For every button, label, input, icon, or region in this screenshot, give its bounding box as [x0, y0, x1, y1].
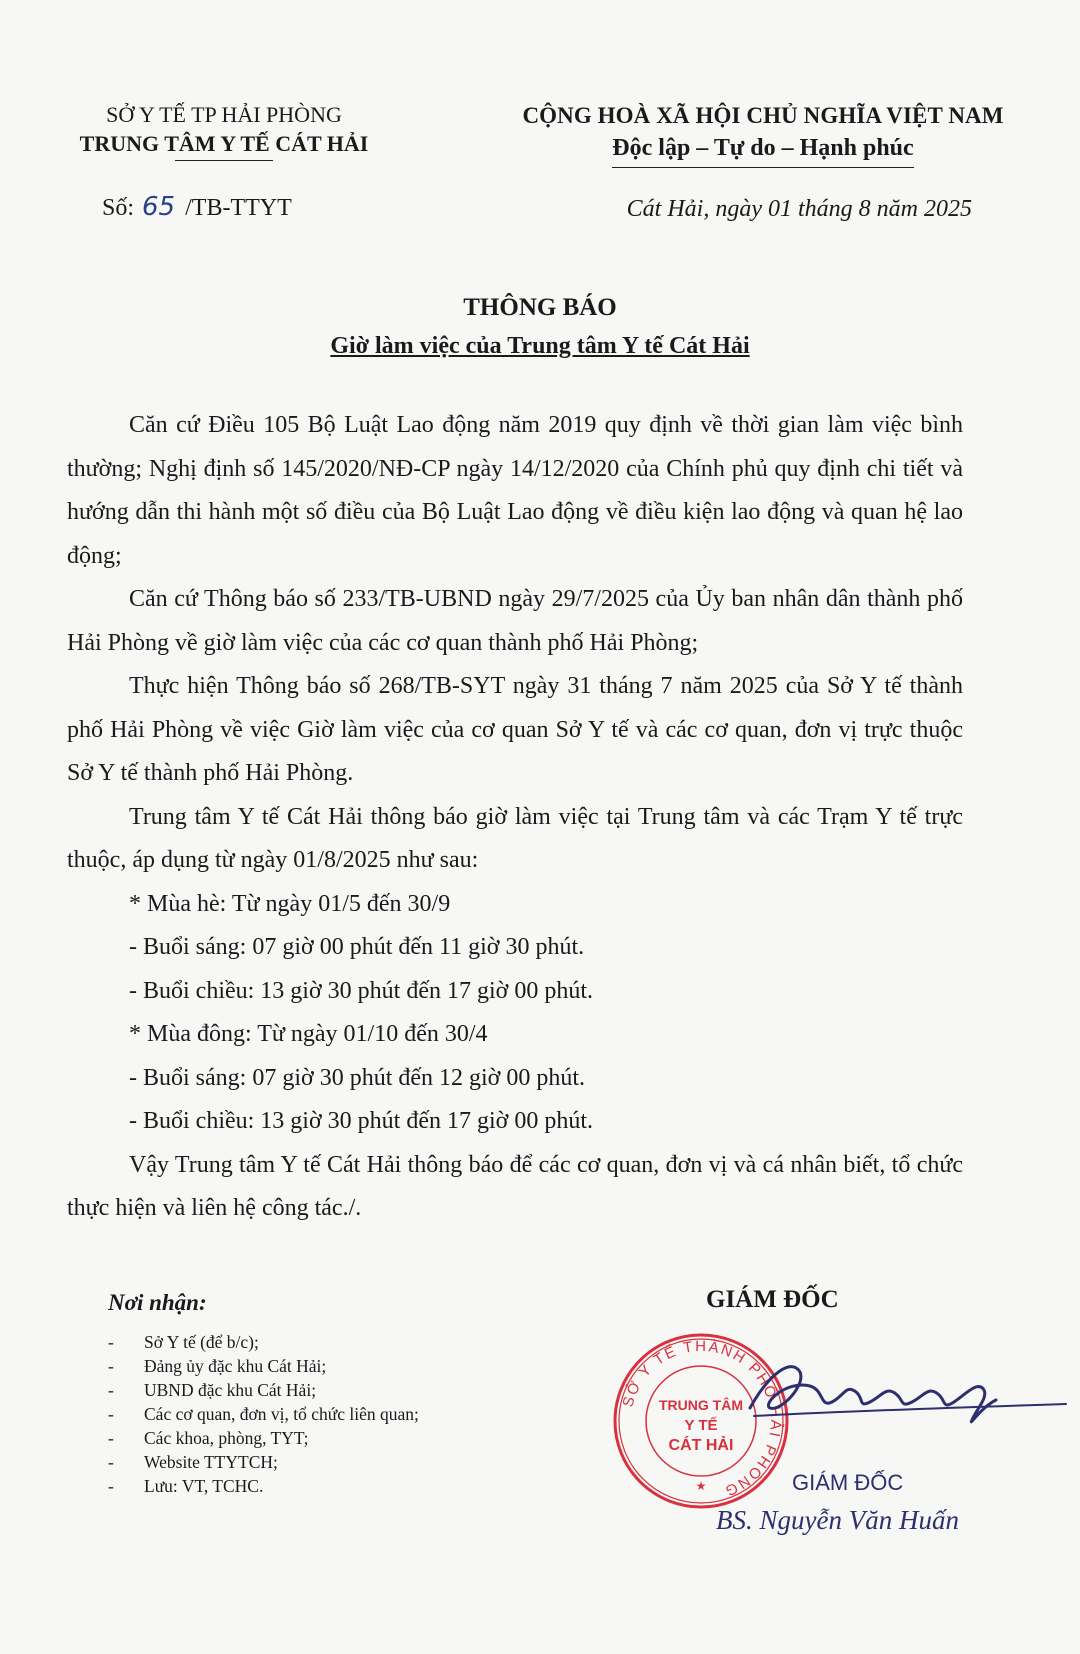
list-item: - Sở Y tế (để b/c); — [108, 1330, 568, 1354]
handwritten-signature-icon — [740, 1350, 1070, 1440]
summer-afternoon-hours: - Buổi chiều: 13 giờ 30 phút đến 17 giờ 00 phút. — [129, 977, 594, 1004]
header-divider — [175, 160, 273, 161]
document-number-prefix: Số: — [102, 195, 135, 221]
seal-center-line-2: Y TẾ — [684, 1417, 718, 1434]
document-number-suffix: /TB-TTYT — [185, 195, 292, 221]
list-item: - Website TTYTCH; — [108, 1450, 568, 1474]
document-title: THÔNG BÁO — [463, 294, 617, 321]
seal-center-line-1: TRUNG TÂM — [659, 1397, 743, 1413]
list-item: - Đảng ủy đặc khu Cát Hải; — [108, 1354, 568, 1378]
winter-afternoon-hours: - Buổi chiều: 13 giờ 30 phút đến 17 giờ 00 phút. — [129, 1108, 594, 1134]
country-name: CỘNG HOÀ XÃ HỘI CHỦ NGHĨA VIỆT NAM — [522, 103, 1004, 128]
paragraph-legal-basis-2: Căn cứ Thông báo số 233/TB-UBND ngày 29/7/2025 của Ủy ban nhân dân thành phố Hải Phòng về giờ làm việc của các cơ quan thành phố Hải Phòng; — [67, 586, 963, 656]
signer-name: BS. Nguyễn Văn Huấn — [716, 1505, 959, 1535]
recipients-list — [108, 1330, 568, 1498]
recipients-heading: Nơi nhận: — [108, 1290, 207, 1315]
document-body — [67, 404, 963, 1231]
summer-season: * Mùa hè: Từ ngày 01/5 đến 30/9 — [129, 890, 451, 917]
parent-agency: SỞ Y TẾ TP HẢI PHÒNG — [106, 102, 342, 127]
list-item: - Lưu: VT, TCHC. — [108, 1474, 568, 1498]
issuing-agency: TRUNG TÂM Y TẾ CÁT HẢI — [79, 131, 369, 156]
paragraph-legal-basis-1: Căn cứ Điều 105 Bộ Luật Lao động năm 2019 quy định về thời gian làm việc bình thường; Nghị định số 145/2020/NĐ-CP ngày 14/12/2020 của Chính phủ quy định chi tiết và hướng dẫn thi hành một số điều của Bộ Luật Lao động về điều kiện lao động và quan hệ lao động; — [67, 412, 963, 569]
list-item: - UBND đặc khu Cát Hải; — [108, 1378, 568, 1402]
motto: Độc lập – Tự do – Hạnh phúc — [612, 132, 913, 168]
seal-center-line-3: CÁT HẢI — [668, 1437, 734, 1454]
seal-ring-text: SỞ Y TẾ THÀNH PHỐ HẢI PHÒNG — [619, 1337, 785, 1500]
place-and-date: Cát Hải, ngày 01 tháng 8 năm 2025 — [626, 196, 972, 222]
issuing-agency-header — [52, 100, 396, 161]
paragraph-announcement: Trung tâm Y tế Cát Hải thông báo giờ làm việc tại Trung tâm và các Trạm Y tế trực thuộc, áp dụng từ ngày 01/8/2025 như sau: — [67, 803, 963, 873]
document-number-value: 65 — [142, 192, 176, 222]
summer-morning-hours: - Buổi sáng: 07 giờ 00 phút đến 11 giờ 30 phút. — [129, 934, 585, 960]
paragraph-implementation: Thực hiện Thông báo số 268/TB-SYT ngày 31 tháng 7 năm 2025 của Sở Y tế thành phố Hải Phòng về việc Giờ làm việc của cơ quan Sở Y tế và các cơ quan, đơn vị trực thuộc Sở Y tế thành phố Hải Phòng. — [67, 673, 963, 786]
svg-text:★: ★ — [695, 1479, 707, 1493]
document-subtitle-text: Giờ làm việc của Trung tâm Y tế Cát Hải — [330, 333, 750, 359]
winter-morning-hours: - Buổi sáng: 07 giờ 30 phút đến 12 giờ 00 phút. — [129, 1064, 586, 1091]
paragraph-closing: Vậy Trung tâm Y tế Cát Hải thông báo để các cơ quan, đơn vị và cá nhân biết, tổ chức thực hiện và liên hệ công tác./. — [67, 1151, 963, 1221]
signer-role-handwritten: GIÁM ĐỐC — [792, 1470, 904, 1495]
recipients-block — [108, 1290, 568, 1498]
national-motto-header — [508, 100, 1018, 168]
document-number — [102, 192, 292, 222]
winter-season: * Mùa đông: Từ ngày 01/10 đến 30/4 — [129, 1021, 488, 1047]
document-subtitle — [0, 333, 1080, 360]
list-item: - Các khoa, phòng, TYT; — [108, 1426, 568, 1450]
list-item: - Các cơ quan, đơn vị, tổ chức liên quan; — [108, 1402, 568, 1426]
signer-title: GIÁM ĐỐC — [706, 1286, 839, 1313]
